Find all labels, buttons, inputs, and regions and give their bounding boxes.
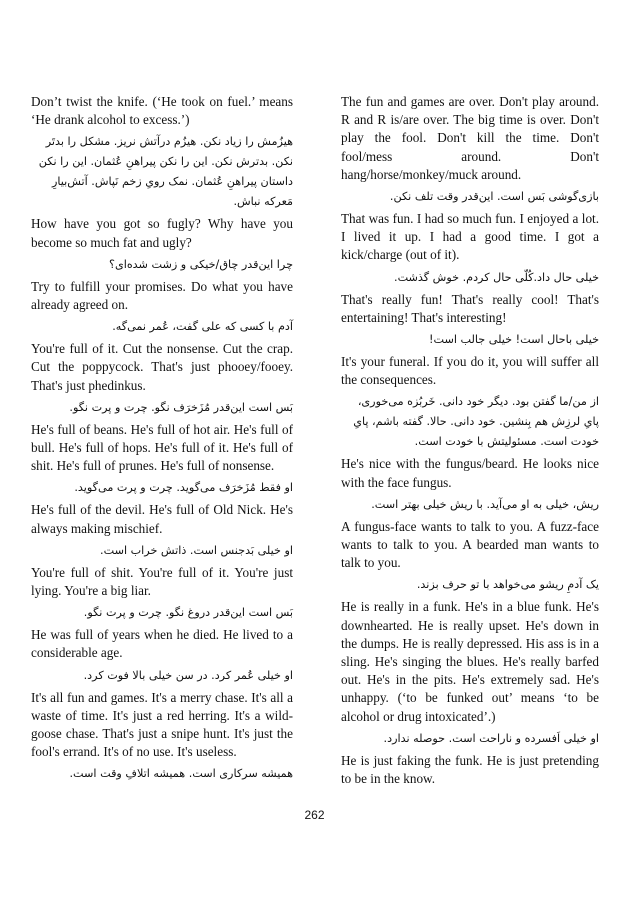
entry-english: It's your funeral. If you do it, you will suffer all the consequences.: [341, 354, 599, 388]
entry-english: How have you got so fugly? Why have you become so much fat and ugly?: [31, 216, 293, 250]
entry-persian: آدم با کسی که علی گفت، عُمر نمی‌گه.: [112, 320, 293, 334]
entry-english: A fungus-face wants to talk to you. A fuzz-face wants to talk to you. A bearded man wants to talk to you.: [341, 518, 599, 571]
entry-persian: او خیلی بَدجنس است. ذاتش خراب است.: [100, 543, 293, 557]
entry-english: He is just faking the funk. He is just pretending to be in the know.: [341, 752, 599, 787]
entry-english: It's all fun and games. It's a merry chase. It's all a waste of time. It's just a red herring. It's a wild-goose chase. That's just a snipe hunt. It's just the fool's errand. It's of no use. It's useless.: [31, 689, 293, 760]
right-column: [341, 93, 599, 791]
entry-persian: او خیلی اَفسرده و ناراحت است. حوصله ندارد.: [383, 731, 599, 745]
entry: [31, 278, 293, 337]
entry-english: Try to fulfill your promises. Do what you have already agreed on.: [31, 278, 293, 313]
entry-persian: بَس است این‌قدر مُزَخرَف نگو. چرت و پرت نگو.: [69, 400, 293, 414]
entry: [31, 215, 293, 274]
entry: [31, 340, 293, 418]
entry-persian: خیلی باحال است! خیلی جالب است!: [428, 333, 599, 347]
entry-persian: هیزُمش را زیاد نکن. هیزُم درآتش نریز. مشکل را بدتَر نکن. بدترش نکن. این را نکن پیراهنِ عُثمان. این را نکن داستان پیراهنِ عُثمان. نمک رویِ زخم نَپاش. آتش‌بیارِ مَعرکه نباش.: [38, 135, 293, 209]
entry-persian: ریش، خیلی به او می‌آید. با ریش خیلی بهتر است.: [371, 497, 599, 511]
entry-english: He's nice with the fungus/beard. He looks nice with the face fungus.: [341, 456, 599, 490]
entry-english: Don’t twist the knife. (‘He took on fuel.’ means ‘He drank alcohol to excess.’): [31, 94, 293, 128]
entry-english: That's really fun! That's really cool! That's entertaining! That's interesting!: [341, 291, 599, 325]
entry-english: You're full of it. Cut the nonsense. Cut the crap. Cut the poppycock. That's just phooey/fooey. That's just phedinkus.: [31, 341, 293, 393]
entry-persian: بازی‌گوشی بَس است. این‌قدر وقت تلف نکن.: [389, 190, 599, 204]
entry: [31, 626, 293, 685]
entry: [341, 353, 599, 452]
entry: [341, 518, 599, 596]
entry-persian: بَس است این‌قدر دروغ نگو. چرت و پرت نگو.: [83, 606, 293, 620]
left-column: [31, 93, 293, 787]
entry: [341, 291, 599, 350]
entry-persian: یک آدمِ ریشو می‌خواهد با تو حرف بزند.: [416, 578, 599, 592]
entry-english: He was full of years when he died. He lived to a considerable age.: [31, 627, 293, 661]
entry: [31, 689, 293, 785]
page-number: 262: [304, 808, 325, 822]
entry: [341, 752, 599, 788]
entry-english: The fun and games are over. Don't play around. R and R is/are over. The big time is over. Don't play the fool. Don't kill the time. Don't fool/mess around. Don't hang/horse/monkey/muck around.: [341, 94, 599, 182]
entry-persian: همیشه سرکاری است. همیشه اتلافِ وقت است.: [69, 767, 293, 781]
entry: [341, 93, 599, 207]
entry-english: He's full of the devil. He's full of Old Nick. He's always making mischief.: [31, 502, 293, 536]
entry: [31, 421, 293, 499]
entry-english: You're full of shit. You're full of it. You're just lying. You're a big liar.: [31, 564, 293, 599]
entry: [31, 93, 293, 212]
entry-english: He is really in a funk. He's in a blue funk. He's downhearted. He is really upset. He's down in the dumps. He is really depressed. His ass is in a sling. He's singing the blues. He's really barfed out. He's in the pits. He's extremely sad. He's unhappy. (‘to be funked out’ means ‘to be alcohol or drug intoxicated’.): [341, 599, 599, 724]
entry: [31, 564, 293, 623]
entry: [341, 455, 599, 514]
entry: [31, 501, 293, 560]
entry-persian: از من/ما گفتن بود. دیگر خود دانی. خَربُزه می‌خوری، پایِ لرزِش هم بِنشین. خود دانی. حالا. گفته باشم، پایِ خودت است. مسئولیتش با خودت است.: [353, 395, 599, 449]
entry: [341, 210, 599, 288]
entry: [341, 598, 599, 748]
entry-persian: خیلی حال داد.کُلّی حال کردم. خوش گذشت.: [394, 270, 599, 284]
entry-english: He's full of beans. He's full of hot air. He's full of bull. He's full of hops. He's full of it. He's full of shit. He's full of prunes. He's full of nonsense.: [31, 421, 293, 474]
entry-persian: او فقط مُزَخرَف می‌گوید. چرت و پرت می‌گوید.: [74, 481, 293, 495]
entry-english: That was fun. I had so much fun. I enjoyed a lot. I lived it up. I had a good time. I got a kick/charge (out of it).: [341, 211, 599, 263]
entry-persian: او خیلی عُمر کرد. در سن خیلی بالا فوت کرد.: [83, 668, 293, 682]
entry-persian: چرا این‌قدر چاق/خیکی و زشت شده‌ای؟: [109, 257, 293, 271]
